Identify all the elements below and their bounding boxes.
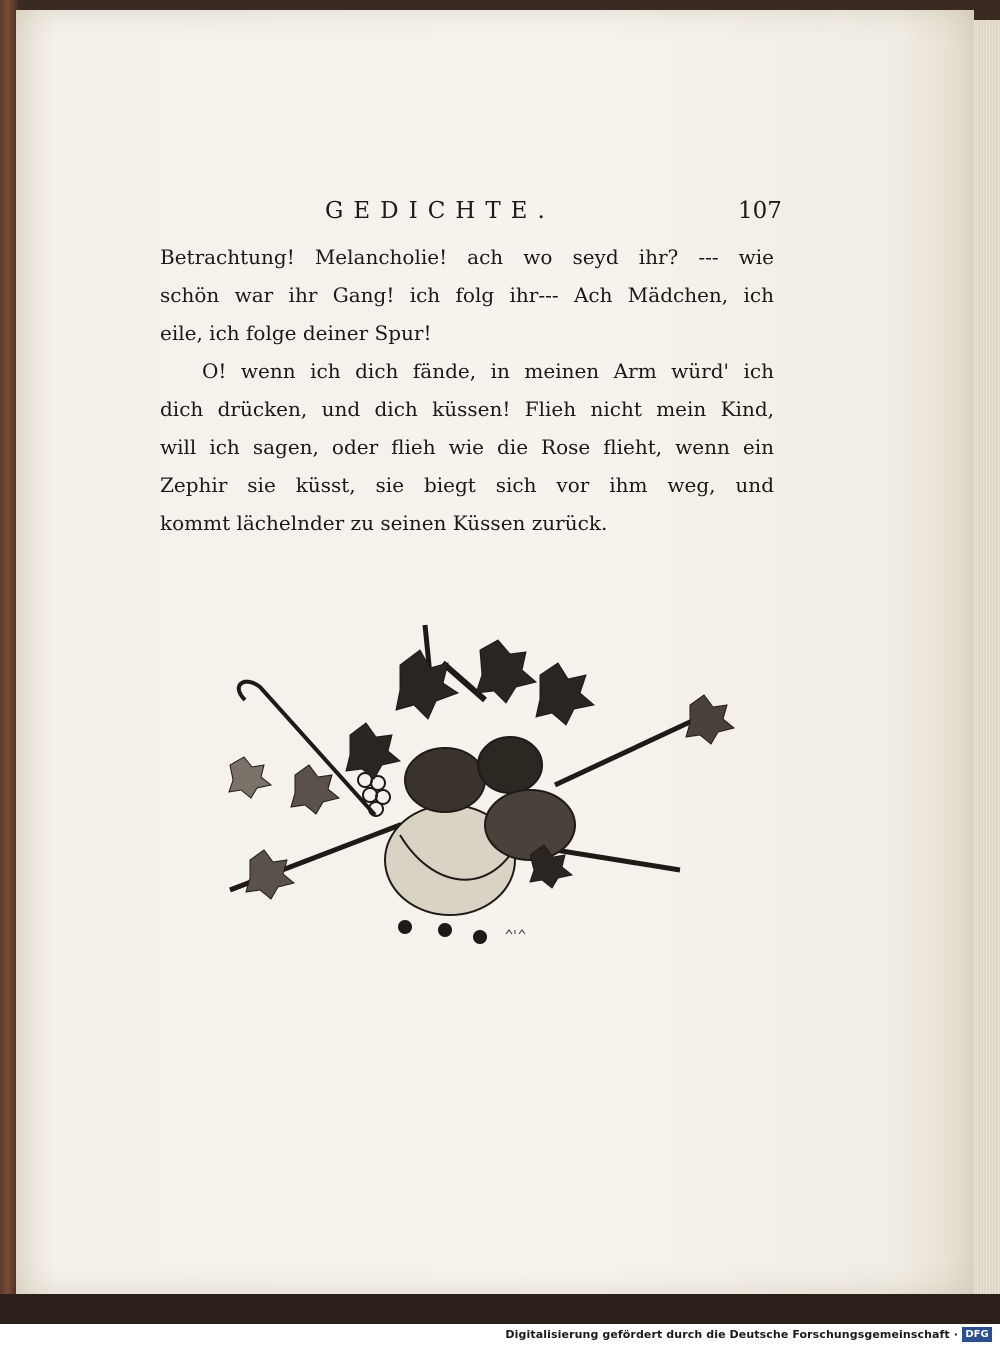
fruit-icon [485,790,575,860]
fruit-icon [478,737,542,793]
text-line: dich drücken, und dich küssen! Flieh nicht mein Kind, [160,397,774,421]
text-line: eile, ich folge deiner Spur! [160,321,432,345]
text-line: Zephir sie küsst, sie biegt sich vor ihm weg, und [160,473,774,497]
bell-icon [439,924,451,936]
text-line: will ich sagen, oder flieh wie die Rose flieht, wenn ein [160,435,774,459]
staff-icon [555,715,705,785]
bell-icon [474,931,486,943]
text-line: kommt lächelnder zu seinen Küssen zurück. [160,511,608,535]
engraver-signature [505,928,529,938]
digitization-credit: Digitalisierung gefördert durch die Deutsche Forschungsgemeinschaft · [505,1328,958,1341]
fruit-icon [405,748,485,812]
text-line: schön war ihr Gang! ich folg ihr--- Ach Mädchen, ich [160,283,774,307]
page-stack-edge [970,20,1000,1295]
page-number: 107 [738,198,782,224]
signature-mark-icon [505,928,529,936]
text-line: Betrachtung! Melancholie! ach wo seyd ihr? --- wie [160,245,774,269]
bell-icon [399,921,411,933]
dfg-logo[interactable]: DFG [962,1327,992,1342]
running-head: GEDICHTE. [325,198,555,224]
book-bottom-edge [0,1294,1000,1324]
text-line: O! wenn ich dich fände, in meinen Arm würd' ich [202,359,774,383]
engraved-vignette [200,605,760,965]
poem-text [160,238,774,542]
